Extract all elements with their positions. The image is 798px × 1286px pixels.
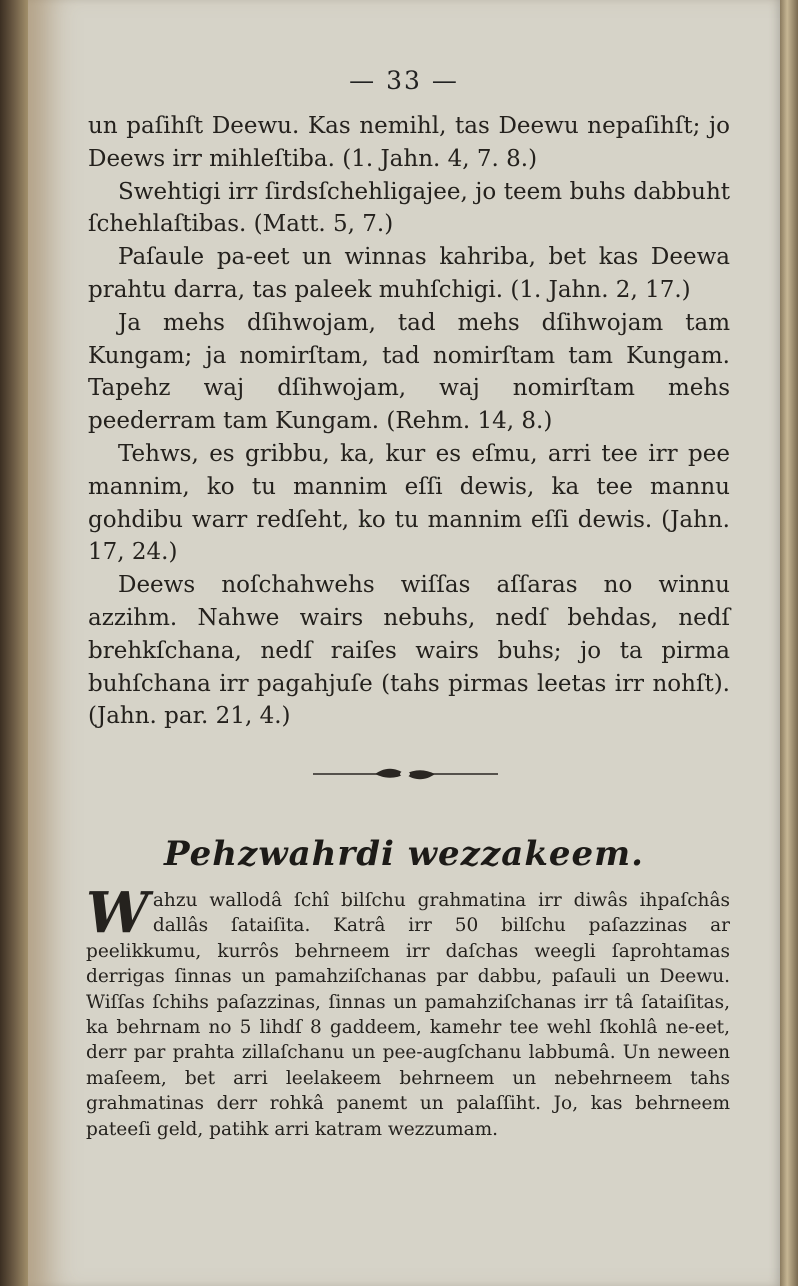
book-page [28,0,780,1286]
verse-paragraph: Swehtigi irr ſirdsſchehligajee, jo teem buhs dabbuht ſchehlaſtibas. (Matt. 5, 7.) [88,178,730,238]
page-number: — 33 — [349,66,459,95]
drop-cap: W [86,880,149,946]
verse-paragraph: Paſaule pa-eet un winnas kahriba, bet kas Deewa prahtu darra, tas paleek muhſchigi. (1. Jahn. 2, 17.) [88,244,730,303]
book-spine [0,0,30,1286]
page-edge [780,0,798,1286]
ornament-divider [313,762,498,786]
section-title: Pehzwahrdi wezzakeem. [164,834,644,874]
afterword-paragraph [86,880,730,1142]
afterword-text: ahzu wallodâ ſchî bilſchu grahmatina irr diwâs ihpaſchâs dallâs ſataiſita. Katrâ irr 50 bilſchu paſazzinas ar peelikkumu, kurrôs behrneem irr daſchas weegli ſaprohtamas derrigas ſinnas un pamahziſchanas par dabbu, paſauli un Deewu. Wiſſas ſchihs paſazzinas, ſinnas un pamahziſchanas irr tâ ſataiſitas, ka behrnam no 5 lihdſ 8 gaddeem, kamehr tee wehl ſkohlâ ne-eet, derr par prahta zillaſchanu un pee-augſchanu labbumâ. Un neween maſeem, bet arri leelakeem behrneem un nebehrneem tahs grahmatinas derr rohkâ panemt un palaſſiht. Jo, kas behrneem pateeſi geld, patihk arri katram wezzumam. [86,890,730,1140]
verse-paragraph: Deews noſchahwehs wiſſas aſſaras no winnu azzihm. Nahwe wairs nebuhs, nedſ behdas, nedſ brehkſchana, nedſ raiſes wairs buhs; jo ta pirma buhſchana irr pagahjuſe (tahs pirmas leetas irr nohſt). (Jahn. par. 21, 4.) [88,572,730,730]
verse-paragraph: Tehws, es gribbu, ka, kur es eſmu, arri tee irr pee mannim, ko tu mannim eſſi dewis, ka tee mannu gohdibu warr redſeht, ko tu mannim eſſi dewis. (Jahn. 17, 24.) [88,440,730,566]
verse-list [88,110,730,733]
verse-paragraph: un paſihſt Deewu. Kas nemihl, tas Deewu nepaſihſt; jo Deews irr mihleſtiba. (1. Jahn. 4, 7. 8.) [88,113,730,172]
verse-paragraph: Ja mehs dſihwojam, tad mehs dſihwojam tam Kungam; ja nomirſtam, tad nomirſtam tam Kungam. Tapehz waj dſihwojam, waj nomirſtam mehs peederram tam Kungam. (Rehm. 14, 8.) [88,309,730,435]
